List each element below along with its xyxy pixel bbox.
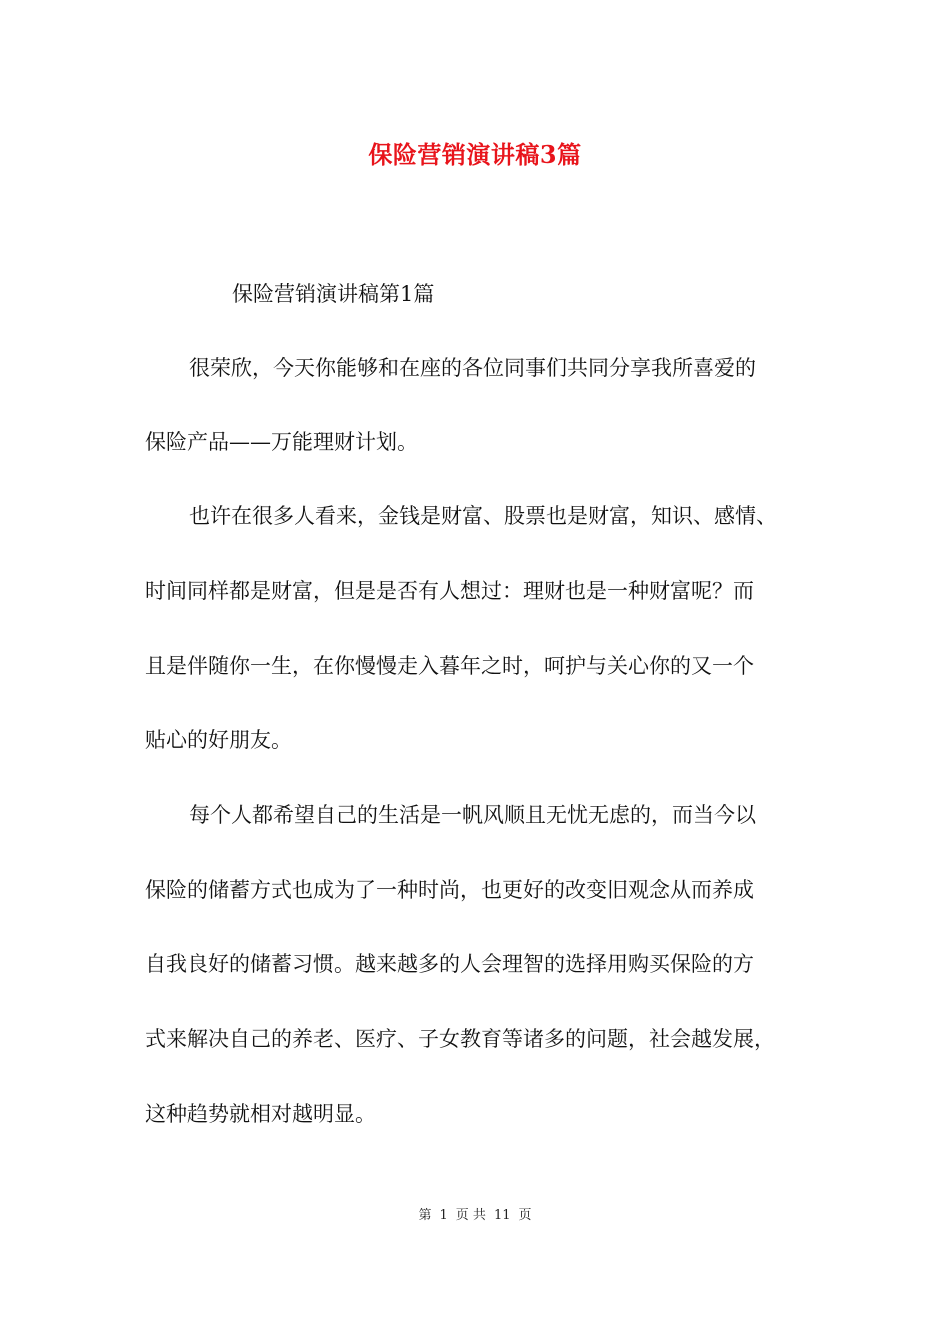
section-heading: 保险营销演讲稿第1篇: [232, 282, 435, 306]
paragraph-line: 贴心的好朋友。: [145, 728, 292, 752]
document-title: 保险营销演讲稿3篇: [368, 140, 582, 169]
footer-prefix: 第: [418, 1208, 432, 1223]
footer-suffix: 页: [518, 1208, 532, 1223]
paragraph-line: 自我良好的储蓄习惯。越来越多的人会理智的选择用购买保险的方: [145, 952, 754, 976]
paragraph-line: 每个人都希望自己的生活是一帆风顺且无忧无虑的，而当今以: [189, 803, 756, 827]
paragraph-line: 时间同样都是财富，但是是否有人想过：理财也是一种财富呢？而: [145, 579, 754, 603]
paragraph-line: 式来解决自己的养老、医疗、子女教育等诸多的问题，社会越发展，: [145, 1027, 775, 1051]
paragraph-line: 很荣欣，今天你能够和在座的各位同事们共同分享我所喜爱的: [189, 356, 756, 380]
footer-total-pages: 11: [493, 1208, 511, 1223]
paragraph-line: 保险产品——万能理财计划。: [145, 430, 418, 454]
paragraph-line: 且是伴随你一生，在你慢慢走入暮年之时，呵护与关心你的又一个: [145, 654, 754, 678]
footer-mid: 页 共: [455, 1208, 486, 1223]
footer-current-page: 1: [439, 1208, 448, 1223]
paragraph-line: 保险的储蓄方式也成为了一种时尚，也更好的改变旧观念从而养成: [145, 878, 754, 902]
paragraph-line: 也许在很多人看来，金钱是财富、股票也是财富，知识、感情、: [189, 504, 777, 528]
page-footer: [0, 1206, 950, 1226]
paragraph-line: 这种趋势就相对越明显。: [145, 1102, 376, 1126]
